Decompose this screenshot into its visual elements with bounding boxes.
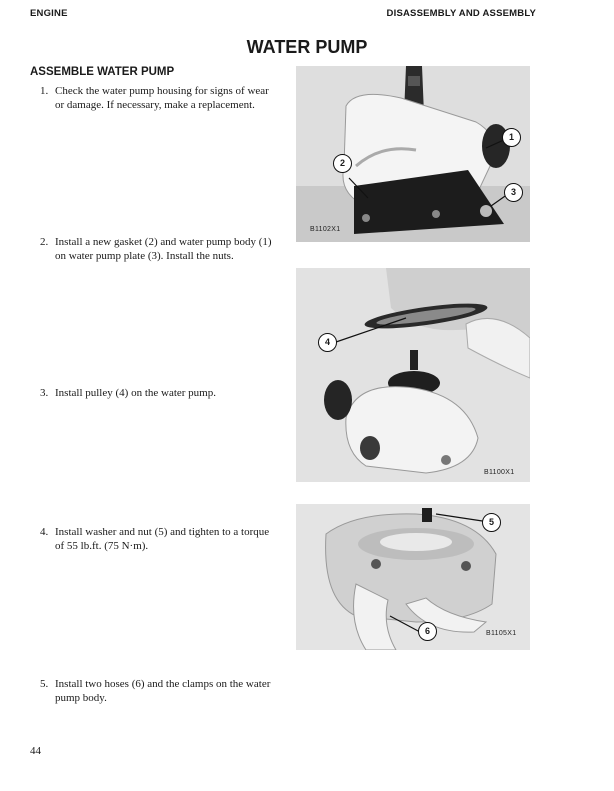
running-header-right: DISASSEMBLY AND ASSEMBLY xyxy=(386,8,536,19)
figure-caption: B1105X1 xyxy=(486,630,517,637)
figure-washer-nut-hoses xyxy=(296,504,530,650)
callout-2: 2 xyxy=(333,154,352,173)
step-2 xyxy=(40,235,280,263)
step-number: 5. xyxy=(40,678,49,690)
figure-pulley-install xyxy=(296,268,530,482)
callout-6: 6 xyxy=(418,622,437,641)
step-number: 2. xyxy=(40,236,49,248)
step-text: Install washer and nut (5) and tighten to a torque of 55 lb.ft. (75 N·m). xyxy=(55,526,270,552)
step-1 xyxy=(40,84,280,112)
figure-water-pump-body xyxy=(296,66,530,242)
step-number: 3. xyxy=(40,387,49,399)
running-header-left: ENGINE xyxy=(30,8,68,19)
photo-pulley-install xyxy=(296,268,530,482)
section-heading: ASSEMBLE WATER PUMP xyxy=(30,66,175,78)
callout-3: 3 xyxy=(504,183,523,202)
step-text: Check the water pump housing for signs of wear or damage. If necessary, make a replacement. xyxy=(55,85,269,111)
step-text: Install two hoses (6) and the clamps on the water pump body. xyxy=(55,678,271,704)
step-text: Install pulley (4) on the water pump. xyxy=(55,387,216,399)
step-4 xyxy=(40,525,280,553)
figure-caption: B1102X1 xyxy=(310,226,341,233)
page-title: WATER PUMP xyxy=(246,37,368,57)
page-number: 44 xyxy=(30,745,41,757)
step-5 xyxy=(40,677,280,705)
callout-1: 1 xyxy=(502,128,521,147)
step-3 xyxy=(40,386,280,400)
step-number: 4. xyxy=(40,526,49,538)
callout-5: 5 xyxy=(482,513,501,532)
figure-caption: B1100X1 xyxy=(484,469,515,476)
photo-water-pump-body xyxy=(296,66,530,242)
callout-4: 4 xyxy=(318,333,337,352)
step-number: 1. xyxy=(40,85,49,97)
step-text: Install a new gasket (2) and water pump body (1) on water pump plate (3). Install the nuts. xyxy=(55,236,272,262)
